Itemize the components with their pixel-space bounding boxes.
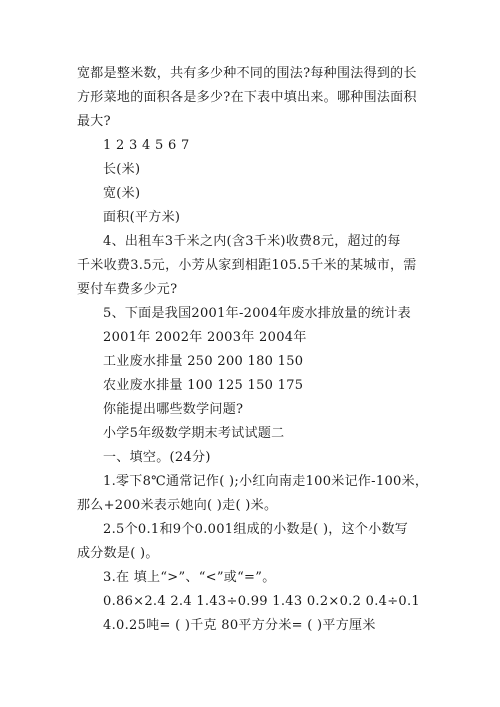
text-line: 千米收费3.5元，小芳从家到相距105.5千米的某城市，需	[77, 258, 417, 273]
table-row-agricultural: 农业废水排量 100 125 150 175	[103, 378, 304, 393]
question-4-units: 4.0.25吨= ( )千克 80平方分米= ( )平方厘米	[103, 618, 376, 633]
text-line: 成分数是( )。	[77, 546, 159, 561]
question-2: 2.5个0.1和9个0.001组成的小数是( )，这个小数写	[103, 522, 409, 537]
question-1: 1.零下8℃通常记作( );小红向南走100米记作-100米，	[103, 474, 429, 489]
table-row-area: 面积(平方米)	[103, 210, 181, 225]
table-row-length: 长(米)	[103, 162, 141, 177]
comparison-items: 0.86×2.4 2.4 1.43÷0.99 1.43 0.2×0.2 0.4÷0.1	[103, 594, 420, 609]
text-line: 最大?	[77, 114, 111, 129]
table-header-numbers: 1 2 3 4 5 6 7	[103, 138, 190, 153]
text-line: 方形菜地的面积各是多少?在下表中填出来。哪种围法面积	[77, 90, 417, 105]
table-row-width: 宽(米)	[103, 186, 141, 201]
section-title: 小学5年级数学期末考试试题二	[103, 426, 285, 441]
text-line: 宽都是整米数，共有多少种不同的围法?每种围法得到的长	[77, 66, 417, 81]
question-4: 4、出租车3千米之内(含3千米)收费8元，超过的每	[103, 234, 401, 249]
question-3: 3.在 填上“>”、“<”或“=”。	[103, 570, 276, 585]
question-5: 5、下面是我国2001年-2004年废水排放量的统计表	[103, 306, 411, 321]
text-line: 要付车费多少元?	[77, 282, 178, 297]
table-header-years: 2001年 2002年 2003年 2004年	[103, 330, 307, 345]
text-line: 你能提出哪些数学问题?	[103, 402, 244, 417]
table-row-industrial: 工业废水排量 250 200 180 150	[103, 354, 304, 369]
section-heading: 一、填空。(24分)	[103, 450, 211, 465]
text-line: 那么+200米表示她向( )走( )米。	[77, 498, 278, 513]
